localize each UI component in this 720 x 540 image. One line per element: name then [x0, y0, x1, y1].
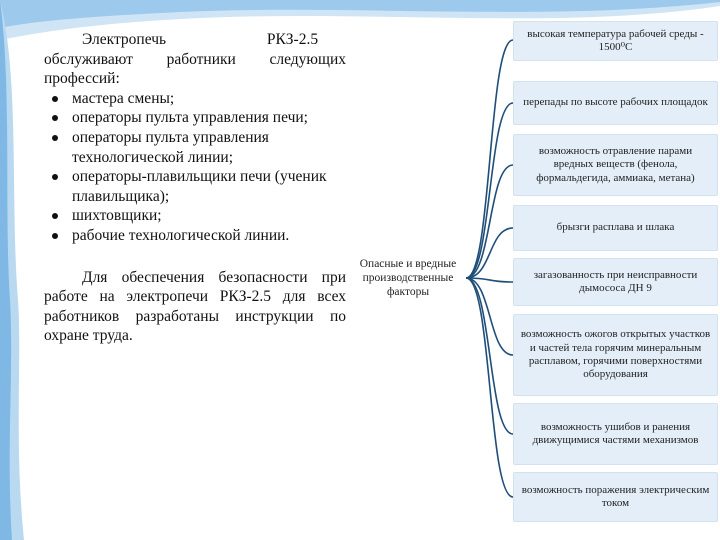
profession-item: шихтовщики; — [44, 206, 346, 226]
safety-paragraph: Для обеспечения безопасности при работе на электропечи РКЗ-2.5 для всех работников разработаны инструкции по охране труда. — [44, 268, 346, 345]
factor-box — [513, 205, 718, 251]
factor-box — [513, 472, 718, 522]
factor-box — [513, 258, 718, 306]
connector-line — [466, 278, 513, 434]
profession-item: мастера смены; — [44, 89, 346, 109]
factor-box — [513, 314, 718, 396]
factor-text: перепады по высоте рабочих площадок — [523, 96, 708, 109]
connector-line — [466, 40, 513, 278]
profession-item: операторы-плавильщики печи (ученик плавильщика); — [44, 167, 346, 206]
factor-text: возможность ушибов и ранения движущимися частями механизмов — [532, 420, 699, 446]
factor-box — [513, 81, 718, 125]
factor-box — [513, 21, 718, 61]
factor-text: возможность отравление парами вредных веществ (фенола, формальдегида, аммиака, метана) — [536, 144, 695, 184]
connector-line — [466, 278, 513, 355]
factor-text: возможность ожогов открытых участков и частей тела горячим минеральным расплавом, горячими поверхностями оборудования — [520, 328, 711, 381]
intro-title-line: Электропечь РКЗ-2.5 — [82, 31, 319, 48]
intro-text: обслуживают работники следующих профессий: — [44, 50, 346, 88]
connector-line — [466, 278, 513, 497]
profession-item: операторы пульта управления технологической линии; — [44, 128, 346, 167]
factor-box — [513, 134, 718, 196]
factor-text: высокая температура рабочей среды - 1500⁰С — [527, 27, 704, 53]
hazard-factors-center-node — [350, 244, 466, 312]
center-label: Опасные и вредные производственные факторы — [359, 258, 457, 298]
factor-text: загазованность при неисправности дымососа ДН 9 — [533, 268, 698, 294]
connector-line — [466, 103, 513, 278]
profession-item: операторы пульта управления печи; — [44, 108, 346, 128]
profession-item: рабочие технологической линии. — [44, 226, 346, 246]
factor-text: брызги расплава и шлака — [556, 221, 675, 234]
factor-text: возможность поражения электрическим током — [521, 483, 710, 509]
connector-line — [466, 165, 513, 278]
factor-box — [513, 403, 718, 465]
